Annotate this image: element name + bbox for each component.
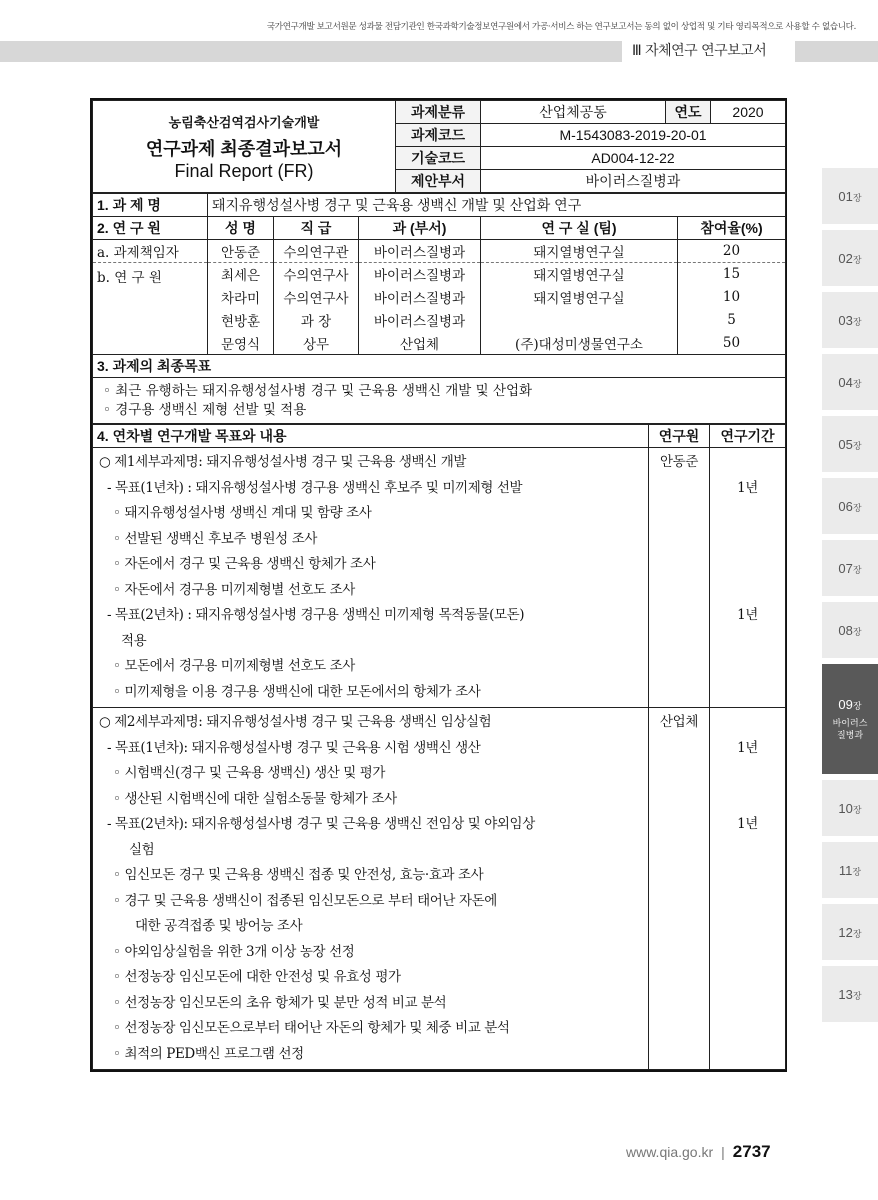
tab-chapter-07[interactable]: 07장 (822, 540, 878, 596)
detail-item: ◦ 돼지유행성설사병 생백신 계대 및 함량 조사 (113, 505, 372, 521)
detail-item: ◦ 생산된 시험백신에 대한 실험소동물 항체가 조사 (113, 790, 397, 807)
members-label: b. 연 구 원 (93, 263, 208, 355)
annual-goals-table (92, 424, 786, 1070)
goal-year-cont: 실험 (129, 841, 155, 858)
goal-year: - 목표(2년차) : 돼지유행성설사병 경구용 생백신 미끼제형 목적동물(모돈) (107, 607, 525, 623)
table-row-lead: a. 과제책임자 안동준 수의연구관 바이러스질병과 돼지열병연구실 20 (93, 240, 786, 263)
annual-goals-label: 4. 연차별 연구개발 목표와 내용 (93, 425, 649, 448)
report-title-block (93, 101, 396, 193)
task1-content (93, 448, 649, 708)
col-researcher: 연구원 (649, 425, 710, 448)
col-dept: 과 (부서) (359, 217, 481, 240)
year-value: 2020 (711, 101, 786, 124)
col-rank: 직 급 (274, 217, 359, 240)
page-footer (626, 1142, 771, 1162)
researchers-label: 2. 연 구 원 (93, 217, 208, 240)
detail-item: ◦ 선정농장 임신모돈으로부터 태어난 자돈의 항체가 및 체중 비교 분석 (113, 1020, 510, 1036)
task-title: ○ 제2세부과제명: 돼지유행성설사병 경구 및 근육용 생백신 임상실험 (99, 714, 492, 730)
tab-chapter-10[interactable]: 10장 (822, 780, 878, 836)
project-code-value: M-1543083-2019-20-01 (481, 124, 786, 147)
goal-item: ◦ 최근 유행하는 돼지유행성설사병 경구 및 근육용 생백신 개발 및 산업화 (103, 383, 533, 399)
table-row: 차라미 수의연구사 바이러스질병과 돼지열병연구실 10 (93, 286, 786, 309)
col-name: 성 명 (208, 217, 274, 240)
dept-label: 제안부서 (396, 170, 481, 193)
tech-code-label: 기술코드 (396, 147, 481, 170)
task2-content (93, 708, 649, 1070)
detail-item: ◦ 자돈에서 경구용 미끼제형별 선호도 조사 (113, 581, 355, 598)
project-name-label: 1. 과 제 명 (93, 194, 208, 217)
tab-chapter-01[interactable]: 01장 (822, 168, 878, 224)
tab-chapter-09-subtitle: 바이러스 질병과 (832, 718, 868, 741)
report-program: 농림축산검역검사기술개발 (168, 114, 320, 130)
dept-value: 바이러스질병과 (481, 170, 786, 193)
detail-item: ◦ 선정농장 임신모돈의 초유 항체가 및 분만 성적 비교 분석 (113, 994, 447, 1011)
task2-researcher: 산업체 (649, 708, 710, 1070)
detail-item: ◦ 경구 및 근육용 생백신이 접종된 임신모돈으로 부터 태어난 자돈에 (113, 892, 497, 909)
tab-chapter-02[interactable]: 02장 (822, 230, 878, 286)
page-number: 2737 (732, 1142, 771, 1161)
report-title: 연구과제 최종결과보고서 (145, 138, 343, 159)
tab-chapter-13[interactable]: 13장 (822, 966, 878, 1022)
category-value: 산업체공동 (481, 101, 666, 124)
detail-item: ◦ 시험백신(경구 및 근육용 생백신) 생산 및 평가 (113, 765, 386, 781)
tab-chapter-05[interactable]: 05장 (822, 416, 878, 472)
detail-item: ◦ 선정농장 임신모돈에 대한 안전성 및 유효성 평가 (113, 969, 401, 985)
task1-researcher: 안동준 (649, 448, 710, 708)
table-row: 문영식 상무 산업체 (주)대성미생물연구소 50 (93, 332, 786, 355)
footer-separator: | (721, 1144, 725, 1160)
section-title: Ⅲ 자체연구 연구보고서 (632, 43, 767, 59)
detail-item: ◦ 임신모돈 경구 및 근육용 생백신 접종 및 안전성, 효능·효과 조사 (113, 867, 484, 883)
site-link[interactable]: www.qia.go.kr (626, 1144, 714, 1160)
task-title: ○ 제1세부과제명: 돼지유행성설사병 경구 및 근육용 생백신 개발 (99, 454, 466, 470)
final-goal-label: 3. 과제의 최종목표 (93, 355, 786, 378)
table-row: b. 연 구 원 최세은 수의연구사 바이러스질병과 돼지열병연구실 15 (93, 263, 786, 286)
tab-chapter-09-active[interactable]: 09장 바이러스 질병과 (822, 664, 878, 774)
col-rate: 참여율(%) (678, 217, 786, 240)
disclaimer: 국가연구개발 보고서원문 성과물 전담기관인 한국과학기술정보연구원에서 가공·서비스 하는 연구보고서는 동의 없이 상업적 및 기타 영리목적으로 사용할 수 없습니다. (266, 22, 856, 32)
category-label: 과제분류 (396, 101, 481, 124)
report-title-en: Final Report (FR) (174, 160, 314, 181)
tab-chapter-06[interactable]: 06장 (822, 478, 878, 534)
chapter-tabs (822, 168, 878, 1028)
final-goal-content (93, 378, 786, 424)
detail-item: ◦ 모돈에서 경구용 미끼제형별 선호도 조사 (113, 658, 355, 674)
task2-row (93, 708, 786, 1070)
col-lab: 연 구 실 (팀) (481, 217, 678, 240)
tab-chapter-11[interactable]: 11장 (822, 842, 878, 898)
tab-chapter-12[interactable]: 12장 (822, 904, 878, 960)
project-code-label: 과제코드 (396, 124, 481, 147)
detail-item: ◦ 미끼제형을 이용 경구용 생백신에 대한 모돈에서의 항체가 조사 (113, 683, 481, 700)
tab-chapter-03[interactable]: 03장 (822, 292, 878, 348)
report-header-table (92, 100, 786, 193)
project-name-value: 돼지유행성설사병 경구 및 근육용 생백신 개발 및 산업화 연구 (208, 194, 786, 217)
table-row: 현방훈 과 장 바이러스질병과 5 (93, 309, 786, 332)
task1-row (93, 448, 786, 708)
tech-code-value: AD004-12-22 (481, 147, 786, 170)
lead-label: a. 과제책임자 (93, 240, 208, 263)
detail-item: ◦ 야외임상실험을 위한 3개 이상 농장 선정 (113, 943, 355, 960)
goal-year: - 목표(2년차): 돼지유행성설사병 경구 및 근육용 생백신 전임상 및 야외임상 (107, 816, 535, 832)
goal-year: - 목표(1년차): 돼지유행성설사병 경구 및 근육용 시험 생백신 생산 (107, 739, 481, 756)
year-label: 연도 (666, 101, 711, 124)
tab-chapter-08[interactable]: 08장 (822, 602, 878, 658)
detail-item: ◦ 선발된 생백신 후보주 병원성 조사 (113, 530, 317, 547)
researchers-table (92, 193, 786, 424)
report-form (90, 98, 787, 1072)
detail-item: ◦ 자돈에서 경구 및 근육용 생백신 항체가 조사 (113, 556, 376, 572)
task1-period: 1년 1년 (710, 448, 786, 708)
col-period: 연구기간 (710, 425, 786, 448)
goal-year-cont: 적용 (121, 632, 147, 649)
detail-item-cont: 대한 공격접종 및 방어능 조사 (135, 918, 303, 934)
tab-chapter-04[interactable]: 04장 (822, 354, 878, 410)
goal-item: ◦ 경구용 생백신 제형 선발 및 적용 (103, 402, 307, 418)
goal-year: - 목표(1년차) : 돼지유행성설사병 경구용 생백신 후보주 및 미끼제형 선발 (107, 479, 523, 496)
detail-item: ◦ 최적의 PED백신 프로그램 선정 (113, 1045, 304, 1062)
task2-period: 1년 1년 (710, 708, 786, 1070)
